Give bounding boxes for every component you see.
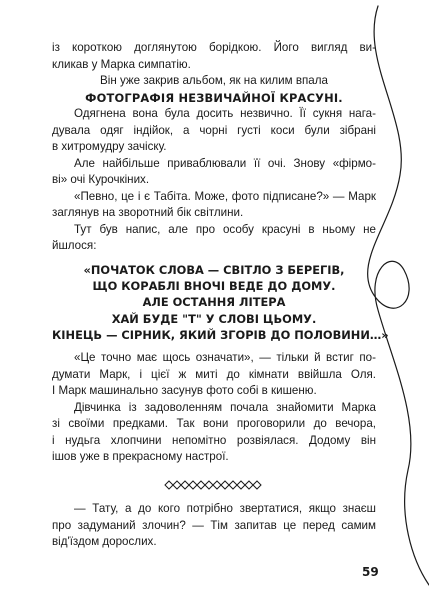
paragraph-line: Дівчинка із задоволенням почала знайомити Марка	[74, 400, 376, 414]
text-column-bottom	[52, 501, 376, 551]
paragraph-album: Він уже закрив альбом, як на килим впала	[100, 74, 328, 87]
text-column-top	[52, 40, 376, 255]
paragraph-line: Тут був напис, але про особу красуні в ньому не	[74, 222, 376, 236]
paragraph-line: думати Марк, і цієї ж миті до кімнати ввійшла Оля.	[52, 367, 376, 381]
paragraph-line: — Тату, а до кого потрібно звертатися, якщо знаєш	[74, 502, 376, 515]
paragraph-line: про задуманий злочин? — Тім запитав це перед самим	[52, 518, 376, 532]
paragraph-line: і нудьга хлопчини непомітно розвіялася. Додому він	[52, 433, 376, 447]
paragraph-line: Але найбільше приваблювали її очі. Знову «фірмо-	[74, 156, 376, 170]
paragraph-line: І Марк машинально засунув фото собі в кишеню.	[52, 384, 317, 397]
paragraph-line: ві» очі Курочкіних.	[52, 173, 150, 186]
paragraph-line: зі своїми предками. Так вони проговорили до вечора,	[52, 417, 376, 430]
paragraph-line: в хитромудру зачіску.	[52, 140, 167, 153]
paragraph-line: йшлося:	[52, 239, 97, 252]
paragraph-line: «Певно, це і є Табіта. Може, фото підписане?» — Марк	[74, 189, 376, 203]
paragraph-line: ішов уже в прекрасному настрої.	[52, 450, 229, 463]
page-number: 59	[362, 565, 379, 579]
poem-line: КІНЕЦЬ — СІРНИК, ЯКИЙ ЗГОРІВ ДО ПОЛОВИНИ…»	[52, 327, 389, 342]
paragraph-line: від'їздом дорослих.	[52, 535, 157, 548]
paragraph-line: дувала одяг індійок, а чорні густі коси були зібрані	[52, 123, 376, 137]
poem-block	[52, 262, 389, 343]
paragraph-line: із короткою доглянутою борідкою. Його вигляд ви-	[52, 41, 376, 54]
paragraph-line: «Це точно має щось означати», — тільки й встиг по-	[74, 351, 376, 364]
paragraph-line: кликав у Марка симпатію.	[52, 57, 191, 71]
text-column-middle	[52, 350, 376, 466]
photo-title: ФОТОГРАФІЯ НЕЗВИЧАЙНОЇ КРАСУНІ.	[85, 90, 343, 105]
poem-line: ЩО КОРАБЛІ ВНОЧІ ВЕДЕ ДО ДОМУ.	[92, 279, 336, 294]
ornament-divider	[163, 479, 263, 491]
poem-line: АЛЕ ОСТАННЯ ЛІТЕРА	[142, 295, 286, 310]
poem-line: ХАЙ БУДЕ "Т" У СЛОВІ ЦЬОМУ.	[111, 311, 317, 326]
paragraph-line: Одягнена вона була досить незвично. Її сукня нага-	[74, 107, 376, 120]
poem-line: «ПОЧАТОК СЛОВА — СВІТЛО З БЕРЕГІВ,	[83, 263, 345, 277]
paragraph-line: заглянув на зворотний бік світлини.	[52, 206, 244, 219]
